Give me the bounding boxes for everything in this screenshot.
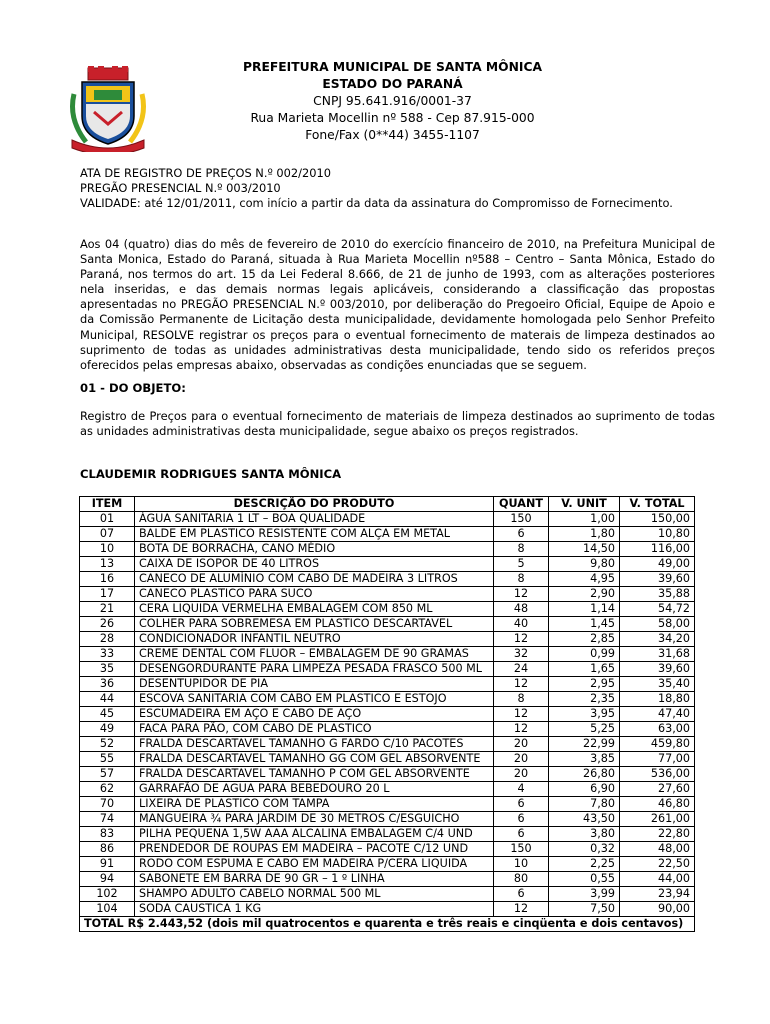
table-row xyxy=(80,752,695,767)
item-quantity: 24 xyxy=(494,662,549,677)
item-total-price: 63,00 xyxy=(620,722,695,737)
item-quantity: 6 xyxy=(494,797,549,812)
table-row xyxy=(80,632,695,647)
table-row xyxy=(80,707,695,722)
item-unit-price: 3,99 xyxy=(549,887,620,902)
item-quantity: 12 xyxy=(494,902,549,917)
item-unit-price: 7,80 xyxy=(549,797,620,812)
item-total-price: 46,80 xyxy=(620,797,695,812)
table-row xyxy=(80,782,695,797)
item-unit-price: 3,85 xyxy=(549,752,620,767)
item-description: BALDE EM PLASTICO RESISTENTE COM ALÇA EM METAL xyxy=(135,527,494,542)
item-quantity: 10 xyxy=(494,857,549,872)
table-row xyxy=(80,587,695,602)
table-row xyxy=(80,542,695,557)
item-description: FACA PARA PÃO, COM CABO DE PLASTICO xyxy=(135,722,494,737)
item-number: 44 xyxy=(80,692,135,707)
item-description: PRENDEDOR DE ROUPAS EM MADEIRA – PACOTE C/12 UND xyxy=(135,842,494,857)
item-description: CERA LIQUIDA VERMELHA EMBALAGEM COM 850 ML xyxy=(135,602,494,617)
item-description: SODA CAUSTICA 1 KG xyxy=(135,902,494,917)
item-description: MANGUEIRA ¾ PARA JARDIM DE 30 METROS C/ESGUICHO xyxy=(135,812,494,827)
item-unit-price: 2,95 xyxy=(549,677,620,692)
item-description: RODO COM ESPUMA E CABO EM MADEIRA P/CERA LIQUIDA xyxy=(135,857,494,872)
item-total-price: 48,00 xyxy=(620,842,695,857)
table-row xyxy=(80,557,695,572)
item-unit-price: 0,55 xyxy=(549,872,620,887)
col-unit-price: V. UNIT xyxy=(549,497,620,512)
coat-of-arms-icon xyxy=(64,64,152,152)
item-total-price: 39,60 xyxy=(620,572,695,587)
item-number: 52 xyxy=(80,737,135,752)
item-description: SHAMPO ADULTO CABELO NORMAL 500 ML xyxy=(135,887,494,902)
item-description: CONDICIONADOR INFANTIL NEUTRO xyxy=(135,632,494,647)
item-unit-price: 2,85 xyxy=(549,632,620,647)
item-quantity: 12 xyxy=(494,632,549,647)
item-unit-price: 3,80 xyxy=(549,827,620,842)
table-row xyxy=(80,827,695,842)
item-quantity: 5 xyxy=(494,557,549,572)
item-total-price: 35,88 xyxy=(620,587,695,602)
item-total-price: 39,60 xyxy=(620,662,695,677)
table-row xyxy=(80,722,695,737)
item-unit-price: 43,50 xyxy=(549,812,620,827)
item-description: LIXEIRA DE PLASTICO COM TAMPA xyxy=(135,797,494,812)
item-unit-price: 1,65 xyxy=(549,662,620,677)
item-number: 07 xyxy=(80,527,135,542)
item-unit-price: 5,25 xyxy=(549,722,620,737)
table-row xyxy=(80,767,695,782)
table-row xyxy=(80,617,695,632)
item-description: DESENTUPIDOR DE PIA xyxy=(135,677,494,692)
price-table xyxy=(79,496,695,932)
col-quant: QUANT xyxy=(494,497,549,512)
table-row xyxy=(80,797,695,812)
item-total-price: 49,00 xyxy=(620,557,695,572)
item-quantity: 12 xyxy=(494,677,549,692)
item-total-price: 23,94 xyxy=(620,887,695,902)
item-number: 17 xyxy=(80,587,135,602)
item-number: 26 xyxy=(80,617,135,632)
col-description: DESCRIÇÃO DO PRODUTO xyxy=(135,497,494,512)
item-description: ESCOVA SANITARIA COM CABO EM PLASTICO E ESTOJO xyxy=(135,692,494,707)
address: Rua Marieta Mocellin nº 588 - Cep 87.915-000 xyxy=(250,111,535,125)
item-description: CAIXA DE ISOPOR DE 40 LITROS xyxy=(135,557,494,572)
item-description: CANECO PLASTICO PARA SUCO xyxy=(135,587,494,602)
item-total-price: 35,40 xyxy=(620,677,695,692)
phone-fax: Fone/Fax (0**44) 3455-1107 xyxy=(305,128,480,142)
item-unit-price: 0,99 xyxy=(549,647,620,662)
table-row xyxy=(80,512,695,527)
item-quantity: 8 xyxy=(494,692,549,707)
item-quantity: 40 xyxy=(494,617,549,632)
item-total-price: 261,00 xyxy=(620,812,695,827)
item-description: GARRAFÃO DE AGUA PARA BEBEDOURO 20 L xyxy=(135,782,494,797)
item-total-price: 536,00 xyxy=(620,767,695,782)
item-total-price: 22,80 xyxy=(620,827,695,842)
item-unit-price: 1,80 xyxy=(549,527,620,542)
table-row xyxy=(80,737,695,752)
item-description: DESENGORDURANTE PARA LIMPEZA PESADA FRASCO 500 ML xyxy=(135,662,494,677)
item-quantity: 12 xyxy=(494,587,549,602)
item-number: 10 xyxy=(80,542,135,557)
item-quantity: 8 xyxy=(494,542,549,557)
item-total-price: 54,72 xyxy=(620,602,695,617)
pregao-number: PREGÃO PRESENCIAL N.º 003/2010 xyxy=(80,181,281,195)
item-total-price: 90,00 xyxy=(620,902,695,917)
item-unit-price: 6,90 xyxy=(549,782,620,797)
item-number: 91 xyxy=(80,857,135,872)
item-quantity: 12 xyxy=(494,722,549,737)
table-row xyxy=(80,677,695,692)
intro-paragraph: Aos 04 (quatro) dias do mês de fevereiro de 2010 do exercício financeiro de 2010, na Prefeitura Municipal de Santa Monica, Estado do Paraná, situada à Rua Marieta Mocellin nº588 – Centro – Santa Mônica, Estado do Paraná, nos termos do art. 15 da Lei Federal 8.666, de 21 de junho de 1993, com as alterações posteriores nela inseridas, e das demais normas legais aplicáveis, considerando a classificação das propostas apresentadas no PREGÃO PRESENCIAL N.º 003/2010, por deliberação do Pregoeiro Oficial, Equipe de Apoio e da Comissão Permanente de Licitação desta municipalidade, devidamente homologada pelo Senhor Prefeito Municipal, RESOLVE registrar os preços para o eventual fornecimento de materais de limpeza destinados ao suprimento de todas as unidades administrativas desta municipalidade, tendo sido os referidos preços oferecidos pelas empresas abaixo, observadas as condições enunciadas que se seguem. xyxy=(80,237,715,372)
item-total-price: 31,68 xyxy=(620,647,695,662)
item-description: BOTA DE BORRACHA, CANO MÉDIO xyxy=(135,542,494,557)
vendor-name: CLAUDEMIR RODRIGUES SANTA MÔNICA xyxy=(80,467,342,481)
item-number: 01 xyxy=(80,512,135,527)
item-unit-price: 26,80 xyxy=(549,767,620,782)
item-number: 74 xyxy=(80,812,135,827)
table-row xyxy=(80,812,695,827)
item-number: 13 xyxy=(80,557,135,572)
item-quantity: 150 xyxy=(494,842,549,857)
item-description: CREME DENTAL COM FLUOR – EMBALAGEM DE 90 GRAMAS xyxy=(135,647,494,662)
item-quantity: 32 xyxy=(494,647,549,662)
item-number: 62 xyxy=(80,782,135,797)
validity: VALIDADE: até 12/01/2011, com início a partir da data da assinatura do Compromisso de Fornecimento. xyxy=(80,196,673,210)
item-quantity: 150 xyxy=(494,512,549,527)
item-unit-price: 2,35 xyxy=(549,692,620,707)
item-description: CANECO DE ALUMÍNIO COM CABO DE MADEIRA 3 LITROS xyxy=(135,572,494,587)
item-description: FRALDA DESCARTAVEL TAMANHO G FARDO C/10 PACOTES xyxy=(135,737,494,752)
table-row xyxy=(80,872,695,887)
item-unit-price: 14,50 xyxy=(549,542,620,557)
item-unit-price: 2,25 xyxy=(549,857,620,872)
item-total-price: 58,00 xyxy=(620,617,695,632)
section-title: 01 - DO OBJETO: xyxy=(80,381,186,395)
grand-total: TOTAL R$ 2.443,52 (dois mil quatrocentos e quarenta e três reais e cinqüenta e dois centavos) xyxy=(80,917,695,932)
item-number: 28 xyxy=(80,632,135,647)
table-row xyxy=(80,692,695,707)
table-row xyxy=(80,647,695,662)
item-unit-price: 9,80 xyxy=(549,557,620,572)
state-name: ESTADO DO PARANÁ xyxy=(322,77,463,91)
table-row xyxy=(80,842,695,857)
total-row xyxy=(80,917,695,932)
item-description: ESCUMADEIRA EM AÇO E CABO DE AÇO xyxy=(135,707,494,722)
item-number: 45 xyxy=(80,707,135,722)
letterhead xyxy=(160,59,625,144)
item-total-price: 150,00 xyxy=(620,512,695,527)
item-quantity: 12 xyxy=(494,707,549,722)
document-meta xyxy=(80,166,720,211)
table-row xyxy=(80,857,695,872)
item-number: 86 xyxy=(80,842,135,857)
item-total-price: 459,80 xyxy=(620,737,695,752)
item-unit-price: 1,00 xyxy=(549,512,620,527)
item-quantity: 6 xyxy=(494,827,549,842)
table-row xyxy=(80,887,695,902)
item-number: 33 xyxy=(80,647,135,662)
object-paragraph: Registro de Preços para o eventual fornecimento de materiais de limpeza destinados ao suprimento de todas as unidades administrativas desta municipalidade, segue abaixo os preços registrados. xyxy=(80,409,715,439)
item-quantity: 4 xyxy=(494,782,549,797)
ata-number: ATA DE REGISTRO DE PREÇOS N.º 002/2010 xyxy=(80,166,332,180)
item-quantity: 20 xyxy=(494,752,549,767)
item-description: SABONETE EM BARRA DE 90 GR – 1 º LINHA xyxy=(135,872,494,887)
item-unit-price: 0,32 xyxy=(549,842,620,857)
item-total-price: 10,80 xyxy=(620,527,695,542)
item-number: 49 xyxy=(80,722,135,737)
item-total-price: 34,20 xyxy=(620,632,695,647)
col-item: ITEM xyxy=(80,497,135,512)
item-quantity: 80 xyxy=(494,872,549,887)
item-total-price: 44,00 xyxy=(620,872,695,887)
item-total-price: 47,40 xyxy=(620,707,695,722)
item-description: COLHER PARA SOBREMESA EM PLASTICO DESCARTAVEL xyxy=(135,617,494,632)
item-total-price: 116,00 xyxy=(620,542,695,557)
item-quantity: 6 xyxy=(494,812,549,827)
cnpj: CNPJ 95.641.916/0001-37 xyxy=(313,94,472,108)
table-header-row xyxy=(80,497,695,512)
item-unit-price: 1,45 xyxy=(549,617,620,632)
item-quantity: 48 xyxy=(494,602,549,617)
item-number: 104 xyxy=(80,902,135,917)
item-number: 83 xyxy=(80,827,135,842)
item-number: 70 xyxy=(80,797,135,812)
item-number: 57 xyxy=(80,767,135,782)
item-unit-price: 1,14 xyxy=(549,602,620,617)
item-description: PILHA PEQUENA 1,5W AAA ALCALINA EMBALAGEM C/4 UND xyxy=(135,827,494,842)
item-total-price: 77,00 xyxy=(620,752,695,767)
item-quantity: 20 xyxy=(494,737,549,752)
item-total-price: 22,50 xyxy=(620,857,695,872)
item-unit-price: 2,90 xyxy=(549,587,620,602)
item-number: 102 xyxy=(80,887,135,902)
table-row xyxy=(80,572,695,587)
table-row xyxy=(80,602,695,617)
table-row xyxy=(80,527,695,542)
item-number: 16 xyxy=(80,572,135,587)
municipality-name: PREFEITURA MUNICIPAL DE SANTA MÔNICA xyxy=(243,60,542,74)
item-number: 55 xyxy=(80,752,135,767)
item-number: 21 xyxy=(80,602,135,617)
item-description: FRALDA DESCARTAVEL TAMANHO P COM GEL ABSORVENTE xyxy=(135,767,494,782)
table-row xyxy=(80,662,695,677)
item-total-price: 18,80 xyxy=(620,692,695,707)
item-unit-price: 22,99 xyxy=(549,737,620,752)
table-row xyxy=(80,902,695,917)
item-total-price: 27,60 xyxy=(620,782,695,797)
item-number: 36 xyxy=(80,677,135,692)
item-description: FRALDA DESCARTAVEL TAMANHO GG COM GEL ABSORVENTE xyxy=(135,752,494,767)
col-total-price: V. TOTAL xyxy=(620,497,695,512)
item-unit-price: 4,95 xyxy=(549,572,620,587)
item-quantity: 8 xyxy=(494,572,549,587)
item-unit-price: 7,50 xyxy=(549,902,620,917)
item-quantity: 6 xyxy=(494,527,549,542)
item-quantity: 6 xyxy=(494,887,549,902)
item-number: 35 xyxy=(80,662,135,677)
item-description: ÁGUA SANITARIA 1 LT – BOA QUALIDADE xyxy=(135,512,494,527)
item-unit-price: 3,95 xyxy=(549,707,620,722)
item-quantity: 20 xyxy=(494,767,549,782)
item-number: 94 xyxy=(80,872,135,887)
